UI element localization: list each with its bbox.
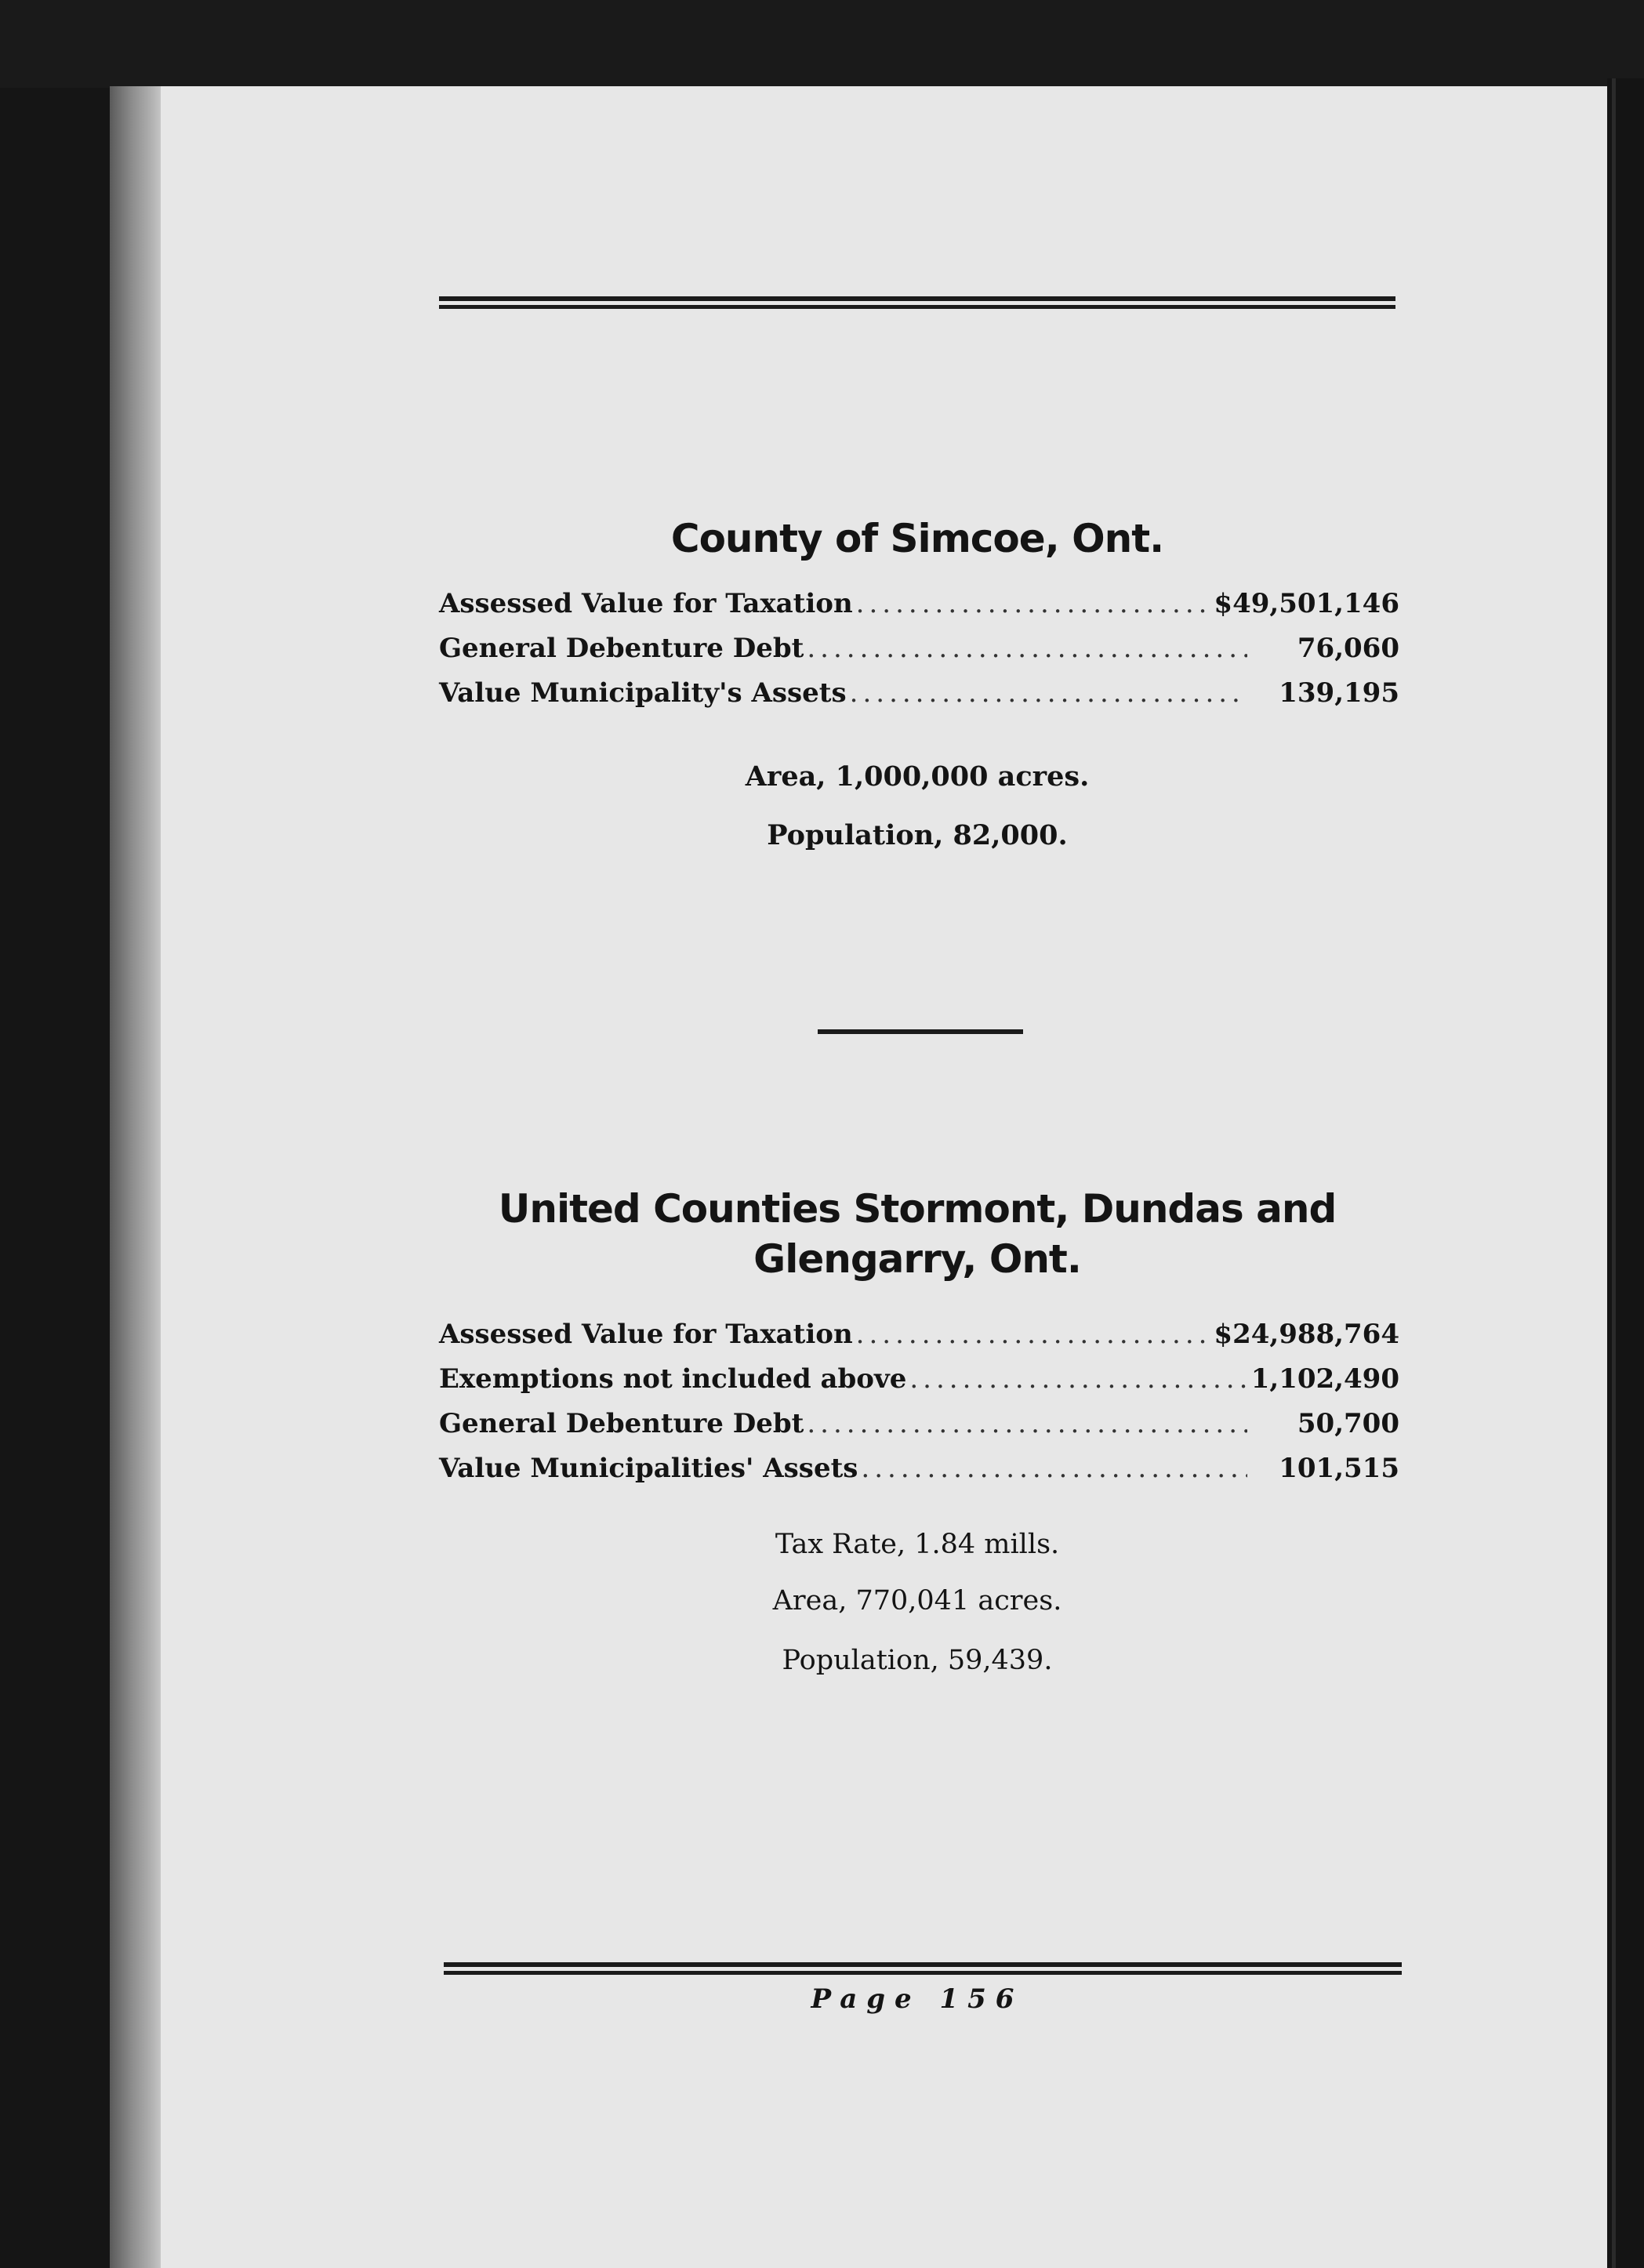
- document-page: [161, 86, 1611, 2268]
- section2-tax-rate: Tax Rate, 1.84 mills.: [775, 1529, 1060, 1560]
- book-binding: [110, 86, 165, 2268]
- row-label: Value Municipalities' Assets: [439, 1453, 858, 1484]
- leader-dots: [856, 588, 1211, 619]
- section2-row: [439, 1319, 1399, 1363]
- row-label: General Debenture Debt: [439, 1408, 804, 1439]
- section1-area: Area, 1,000,000 acres.: [745, 760, 1090, 793]
- section-divider: [818, 1029, 1023, 1034]
- section1-row: [439, 588, 1399, 633]
- section1-table: [439, 588, 1399, 722]
- row-value: $49,501,146: [1214, 588, 1399, 619]
- section2-area: Area, 770,041 acres.: [772, 1585, 1062, 1617]
- bottom-double-rule: [444, 1962, 1402, 1976]
- leader-dots: [807, 1408, 1247, 1439]
- row-value: 1,102,490: [1250, 1363, 1399, 1395]
- row-value: 50,700: [1297, 1408, 1399, 1439]
- section2-title: United Counties Stormont, Dundas and Glengarry, Ont.: [498, 1186, 1337, 1282]
- top-double-rule: [439, 296, 1395, 310]
- leader-dots: [850, 677, 1247, 709]
- row-label: Value Municipality's Assets: [439, 677, 847, 709]
- section2-population: Population, 59,439.: [782, 1645, 1053, 1676]
- leader-dots: [861, 1453, 1247, 1484]
- section1-population: Population, 82,000.: [767, 819, 1068, 851]
- row-value: $24,988,764: [1214, 1319, 1399, 1350]
- leader-dots: [807, 633, 1247, 664]
- section2-table: [439, 1319, 1399, 1497]
- row-label: General Debenture Debt: [439, 633, 804, 664]
- row-value: 76,060: [1297, 633, 1399, 664]
- row-label: Assessed Value for Taxation: [439, 1319, 853, 1350]
- leader-dots: [909, 1363, 1247, 1395]
- row-value: 101,515: [1279, 1453, 1399, 1484]
- section2-row: [439, 1363, 1399, 1408]
- row-label: Assessed Value for Taxation: [439, 588, 853, 619]
- leader-dots: [856, 1319, 1211, 1350]
- section1-title: County of Simcoe, Ont.: [670, 516, 1164, 561]
- section2-row: [439, 1453, 1399, 1497]
- scan-top-shadow: [0, 0, 1644, 88]
- row-value: 139,195: [1279, 677, 1399, 709]
- section1-row: [439, 677, 1399, 722]
- section1-row: [439, 633, 1399, 677]
- page-number: Page 156: [811, 1983, 1024, 2015]
- scan-right-edge: [1607, 78, 1644, 2268]
- page-edge-line: [1612, 78, 1616, 2268]
- row-label: Exemptions not included above: [439, 1363, 907, 1395]
- section2-row: [439, 1408, 1399, 1453]
